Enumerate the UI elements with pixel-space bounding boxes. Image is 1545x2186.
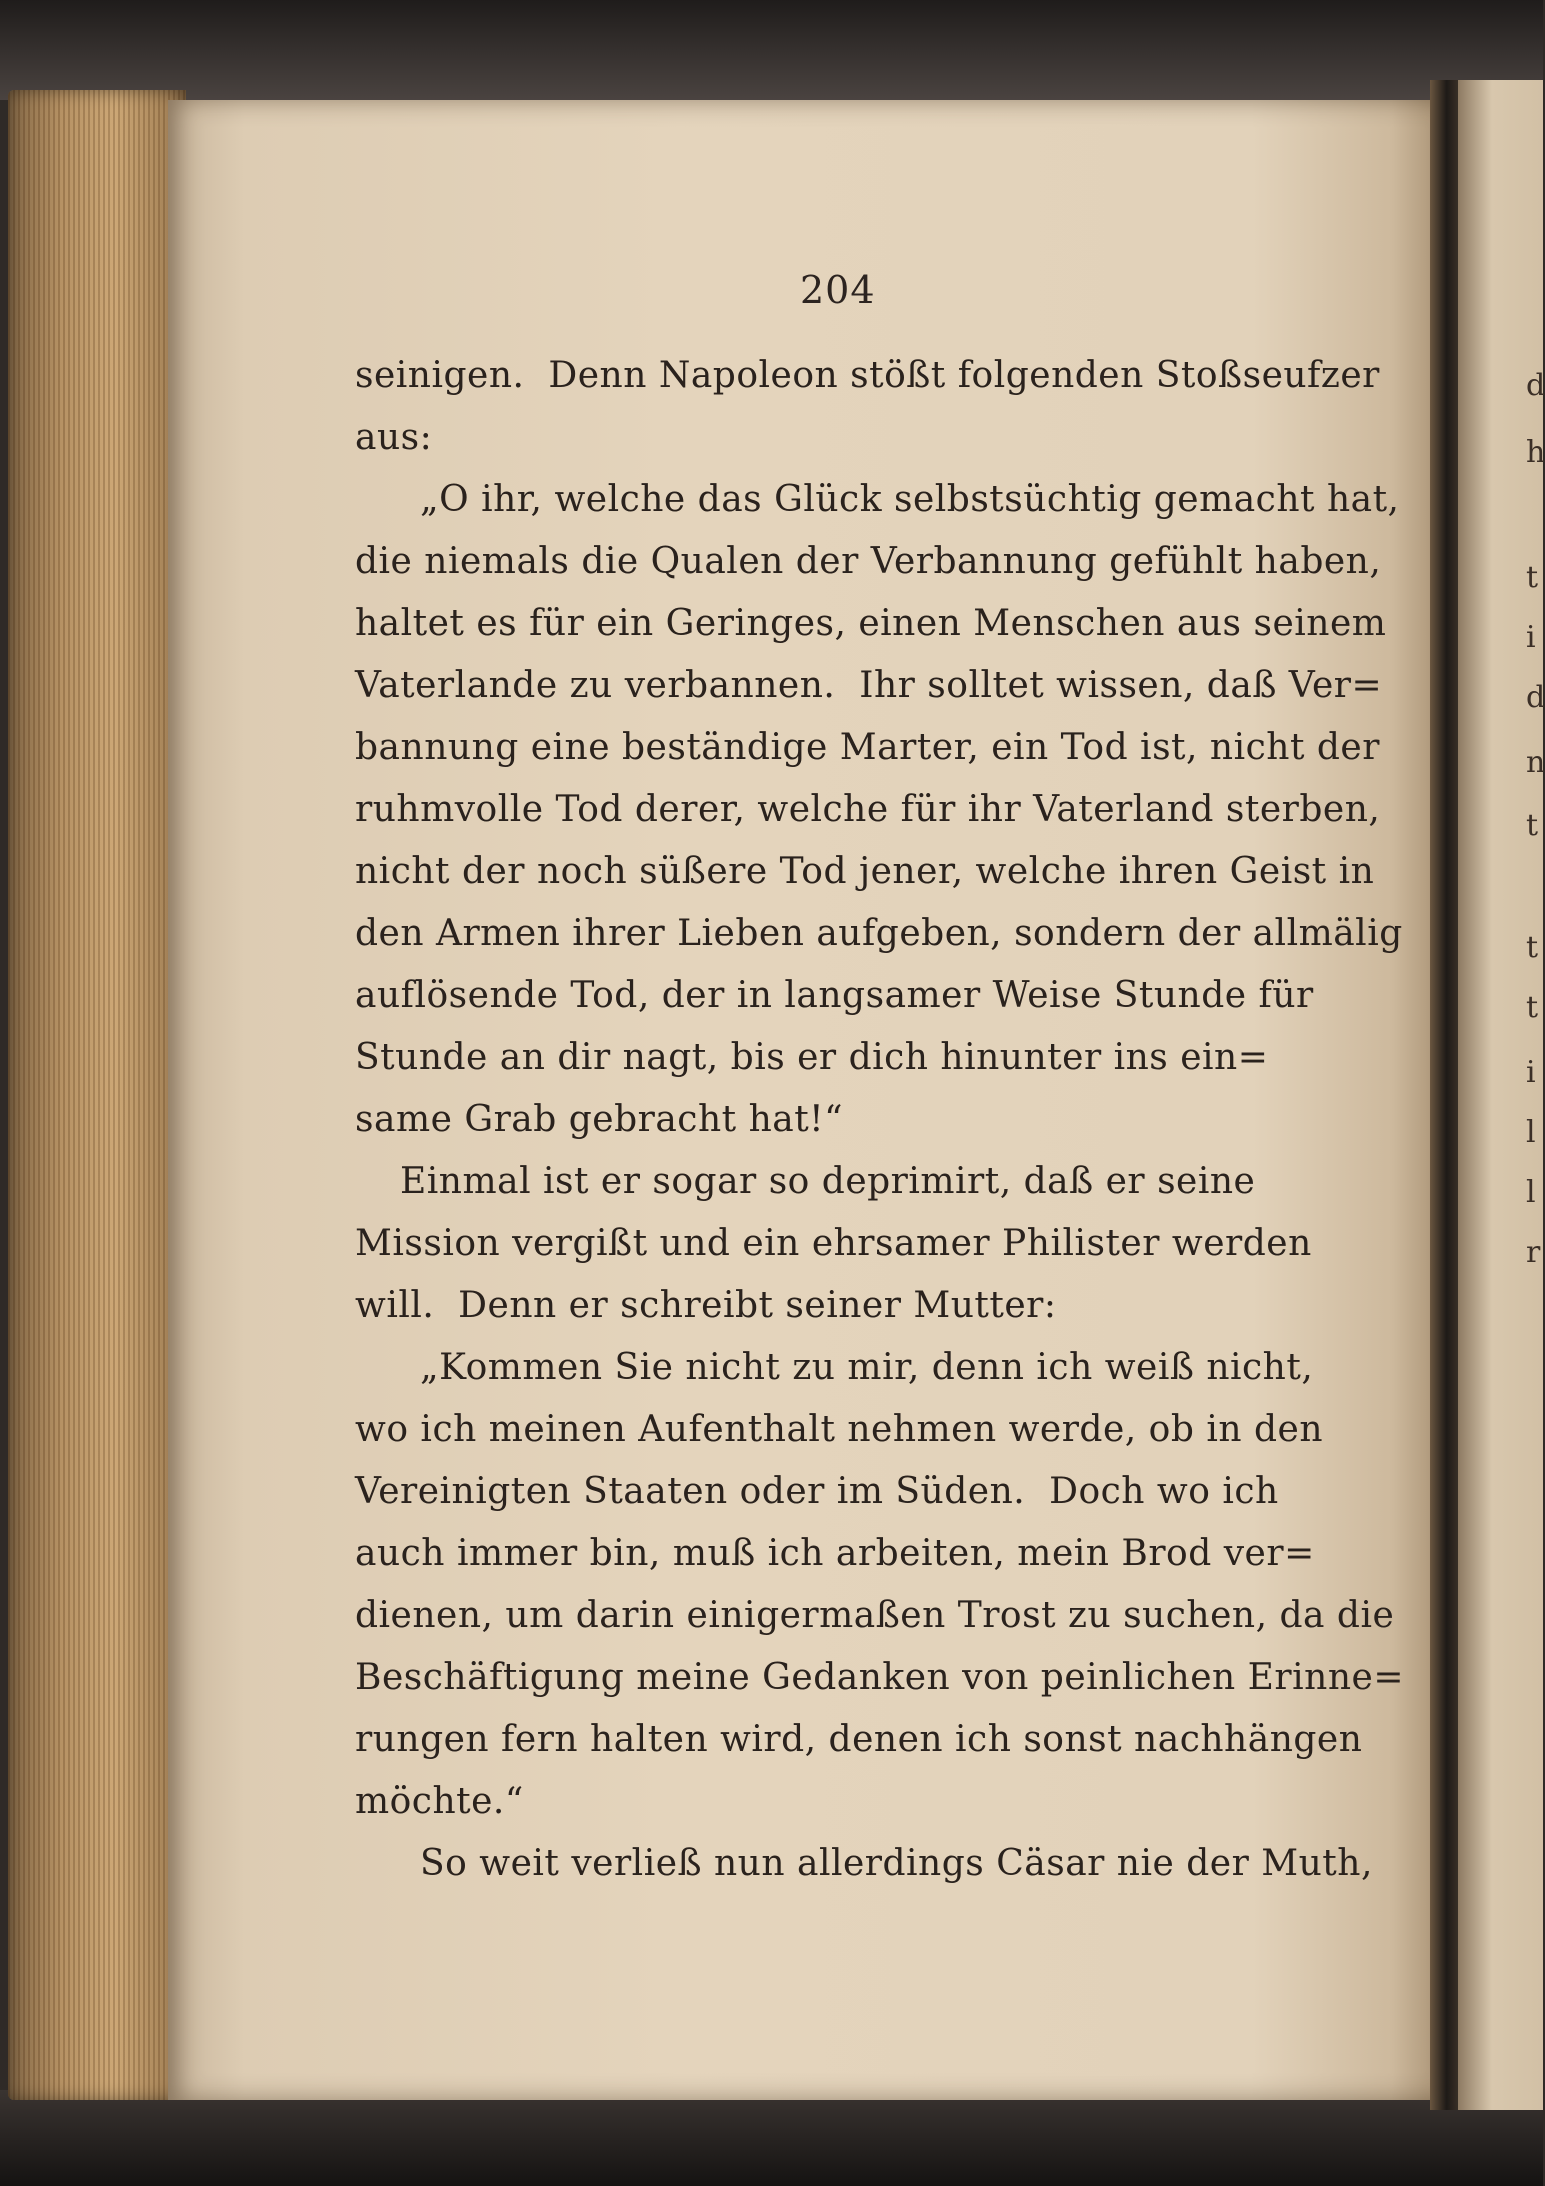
facing-page-letter: i [1526, 1055, 1536, 1090]
text-line: Stunde an dir nagt, bis er dich hinunter ins ein= [355, 1037, 1269, 1078]
text-line: auch immer bin, muß ich arbeiten, mein Brod ver= [355, 1533, 1315, 1574]
facing-page-letter: d [1526, 368, 1545, 403]
text-line: same Grab gebracht hat!“ [355, 1099, 844, 1140]
text-line: wo ich meinen Aufenthalt nehmen werde, ob in den [355, 1409, 1323, 1450]
facing-page-letter: l [1526, 1115, 1536, 1150]
text-line: auflösende Tod, der in langsamer Weise Stunde für [355, 975, 1314, 1016]
page-number: 204 [800, 268, 876, 312]
facing-page-letter: l [1526, 1175, 1536, 1210]
text-line: rungen fern halten wird, denen ich sonst nachhängen [355, 1719, 1363, 1760]
facing-page-letter: t [1526, 560, 1539, 595]
text-line: Vaterlande zu verbannen. Ihr solltet wissen, daß Ver= [355, 665, 1383, 706]
text-line: die niemals die Qualen der Verbannung gefühlt haben, [355, 541, 1382, 582]
text-line: So weit verließ nun allerdings Cäsar nie der Muth, [420, 1843, 1373, 1884]
facing-page-letter: d [1526, 680, 1545, 715]
text-line: haltet es für ein Geringes, einen Menschen aus seinem [355, 603, 1387, 644]
text-line: den Armen ihrer Lieben aufgeben, sondern der allmälig [355, 913, 1403, 954]
facing-page-letter: n [1526, 745, 1545, 780]
text-line: ruhmvolle Tod derer, welche für ihr Vaterland sterben, [355, 789, 1381, 830]
text-line: Vereinigten Staaten oder im Süden. Doch wo ich [355, 1471, 1279, 1512]
background-bottom [0, 2090, 1543, 2186]
text-line: nicht der noch süßere Tod jener, welche ihren Geist in [355, 851, 1375, 892]
text-line: Beschäftigung meine Gedanken von peinlichen Erinne= [355, 1657, 1404, 1698]
facing-page-letter: t [1526, 990, 1539, 1025]
book-page-edges [8, 90, 186, 2100]
text-line: „Kommen Sie nicht zu mir, denn ich weiß nicht, [420, 1347, 1314, 1388]
facing-page-letter: t [1526, 930, 1539, 965]
text-line: dienen, um darin einigermaßen Trost zu suchen, da die [355, 1595, 1395, 1636]
text-line: will. Denn er schreibt seiner Mutter: [355, 1285, 1057, 1326]
facing-page-letter: t [1526, 808, 1539, 843]
text-line: seinigen. Denn Napoleon stößt folgenden Stoßseufzer [355, 355, 1380, 396]
text-line: möchte.“ [355, 1781, 524, 1822]
facing-page-letter: r [1526, 1235, 1541, 1270]
facing-page-letter: i [1526, 620, 1536, 655]
text-line: Mission vergißt und ein ehrsamer Philister werden [355, 1223, 1312, 1264]
text-line: bannung eine beständige Marter, ein Tod ist, nicht der [355, 727, 1380, 768]
text-line: aus: [355, 417, 433, 458]
text-line: Einmal ist er sogar so deprimirt, daß er seine [400, 1161, 1256, 1202]
book-gutter [1430, 80, 1460, 2110]
facing-page-letter: h [1526, 435, 1545, 470]
text-line: „O ihr, welche das Glück selbstsüchtig gemacht hat, [420, 479, 1400, 520]
background-top [0, 0, 1543, 100]
